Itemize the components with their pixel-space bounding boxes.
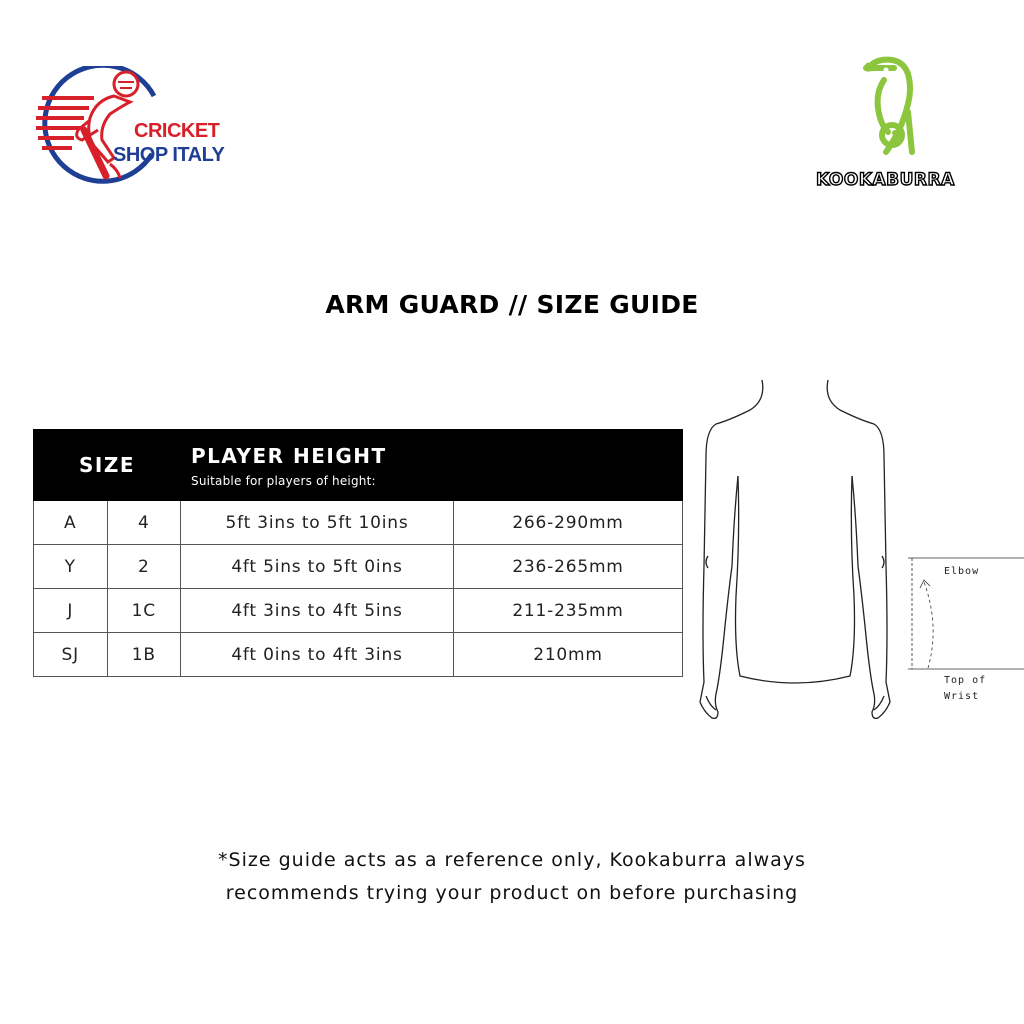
length-cell: 266-290mm [454,501,683,545]
length-cell: 236-265mm [454,545,683,589]
brand-line-shop-italy: SHOP ITALY [113,144,225,166]
table-row [34,545,683,589]
wrist-label: Wrist [944,691,980,702]
table-row [34,501,683,545]
table-header-row [34,430,683,501]
size-code-cell: A [34,501,108,545]
size-number-cell: 2 [107,545,181,589]
height-cell: 4ft 0ins to 4ft 3ins [181,633,454,677]
height-cell: 4ft 5ins to 5ft 0ins [181,545,454,589]
elbow-label: Elbow [944,566,980,577]
top-of-label: Top of [944,675,987,686]
size-guide-table [33,429,683,677]
size-code-cell: SJ [34,633,108,677]
height-cell: 4ft 3ins to 4ft 5ins [181,589,454,633]
size-code-cell: J [34,589,108,633]
page-title: ARM GUARD // SIZE GUIDE [325,290,699,319]
player-height-subtitle: Suitable for players of height: [191,474,376,488]
size-number-cell: 1B [107,633,181,677]
player-height-column-header [181,430,454,501]
arm-measurement-figure [690,376,1024,736]
torso-outline-icon [690,376,1024,736]
size-column-header: SIZE [34,430,181,501]
brand-line-cricket: CRICKET [134,120,220,142]
kookaburra-wordmark: KOOKABURRA [816,170,955,190]
size-number-cell: 1C [107,589,181,633]
footnote-line-1: *Size guide acts as a reference only, Kookaburra always [218,849,806,871]
length-cell: 211-235mm [454,589,683,633]
height-cell: 5ft 3ins to 5ft 10ins [181,501,454,545]
cricket-shop-italy-logo [34,66,234,184]
length-cell: 210mm [454,633,683,677]
kookaburra-bird-icon [812,52,996,167]
table-row [34,589,683,633]
player-height-title: PLAYER HEIGHT [191,444,387,468]
size-number-cell: 4 [107,501,181,545]
size-code-cell: Y [34,545,108,589]
table-row [34,633,683,677]
length-column-header [454,430,683,501]
disclaimer-footnote [0,844,1024,910]
kookaburra-logo [812,52,996,197]
footnote-line-2: recommends trying your product on before purchasing [225,882,799,904]
